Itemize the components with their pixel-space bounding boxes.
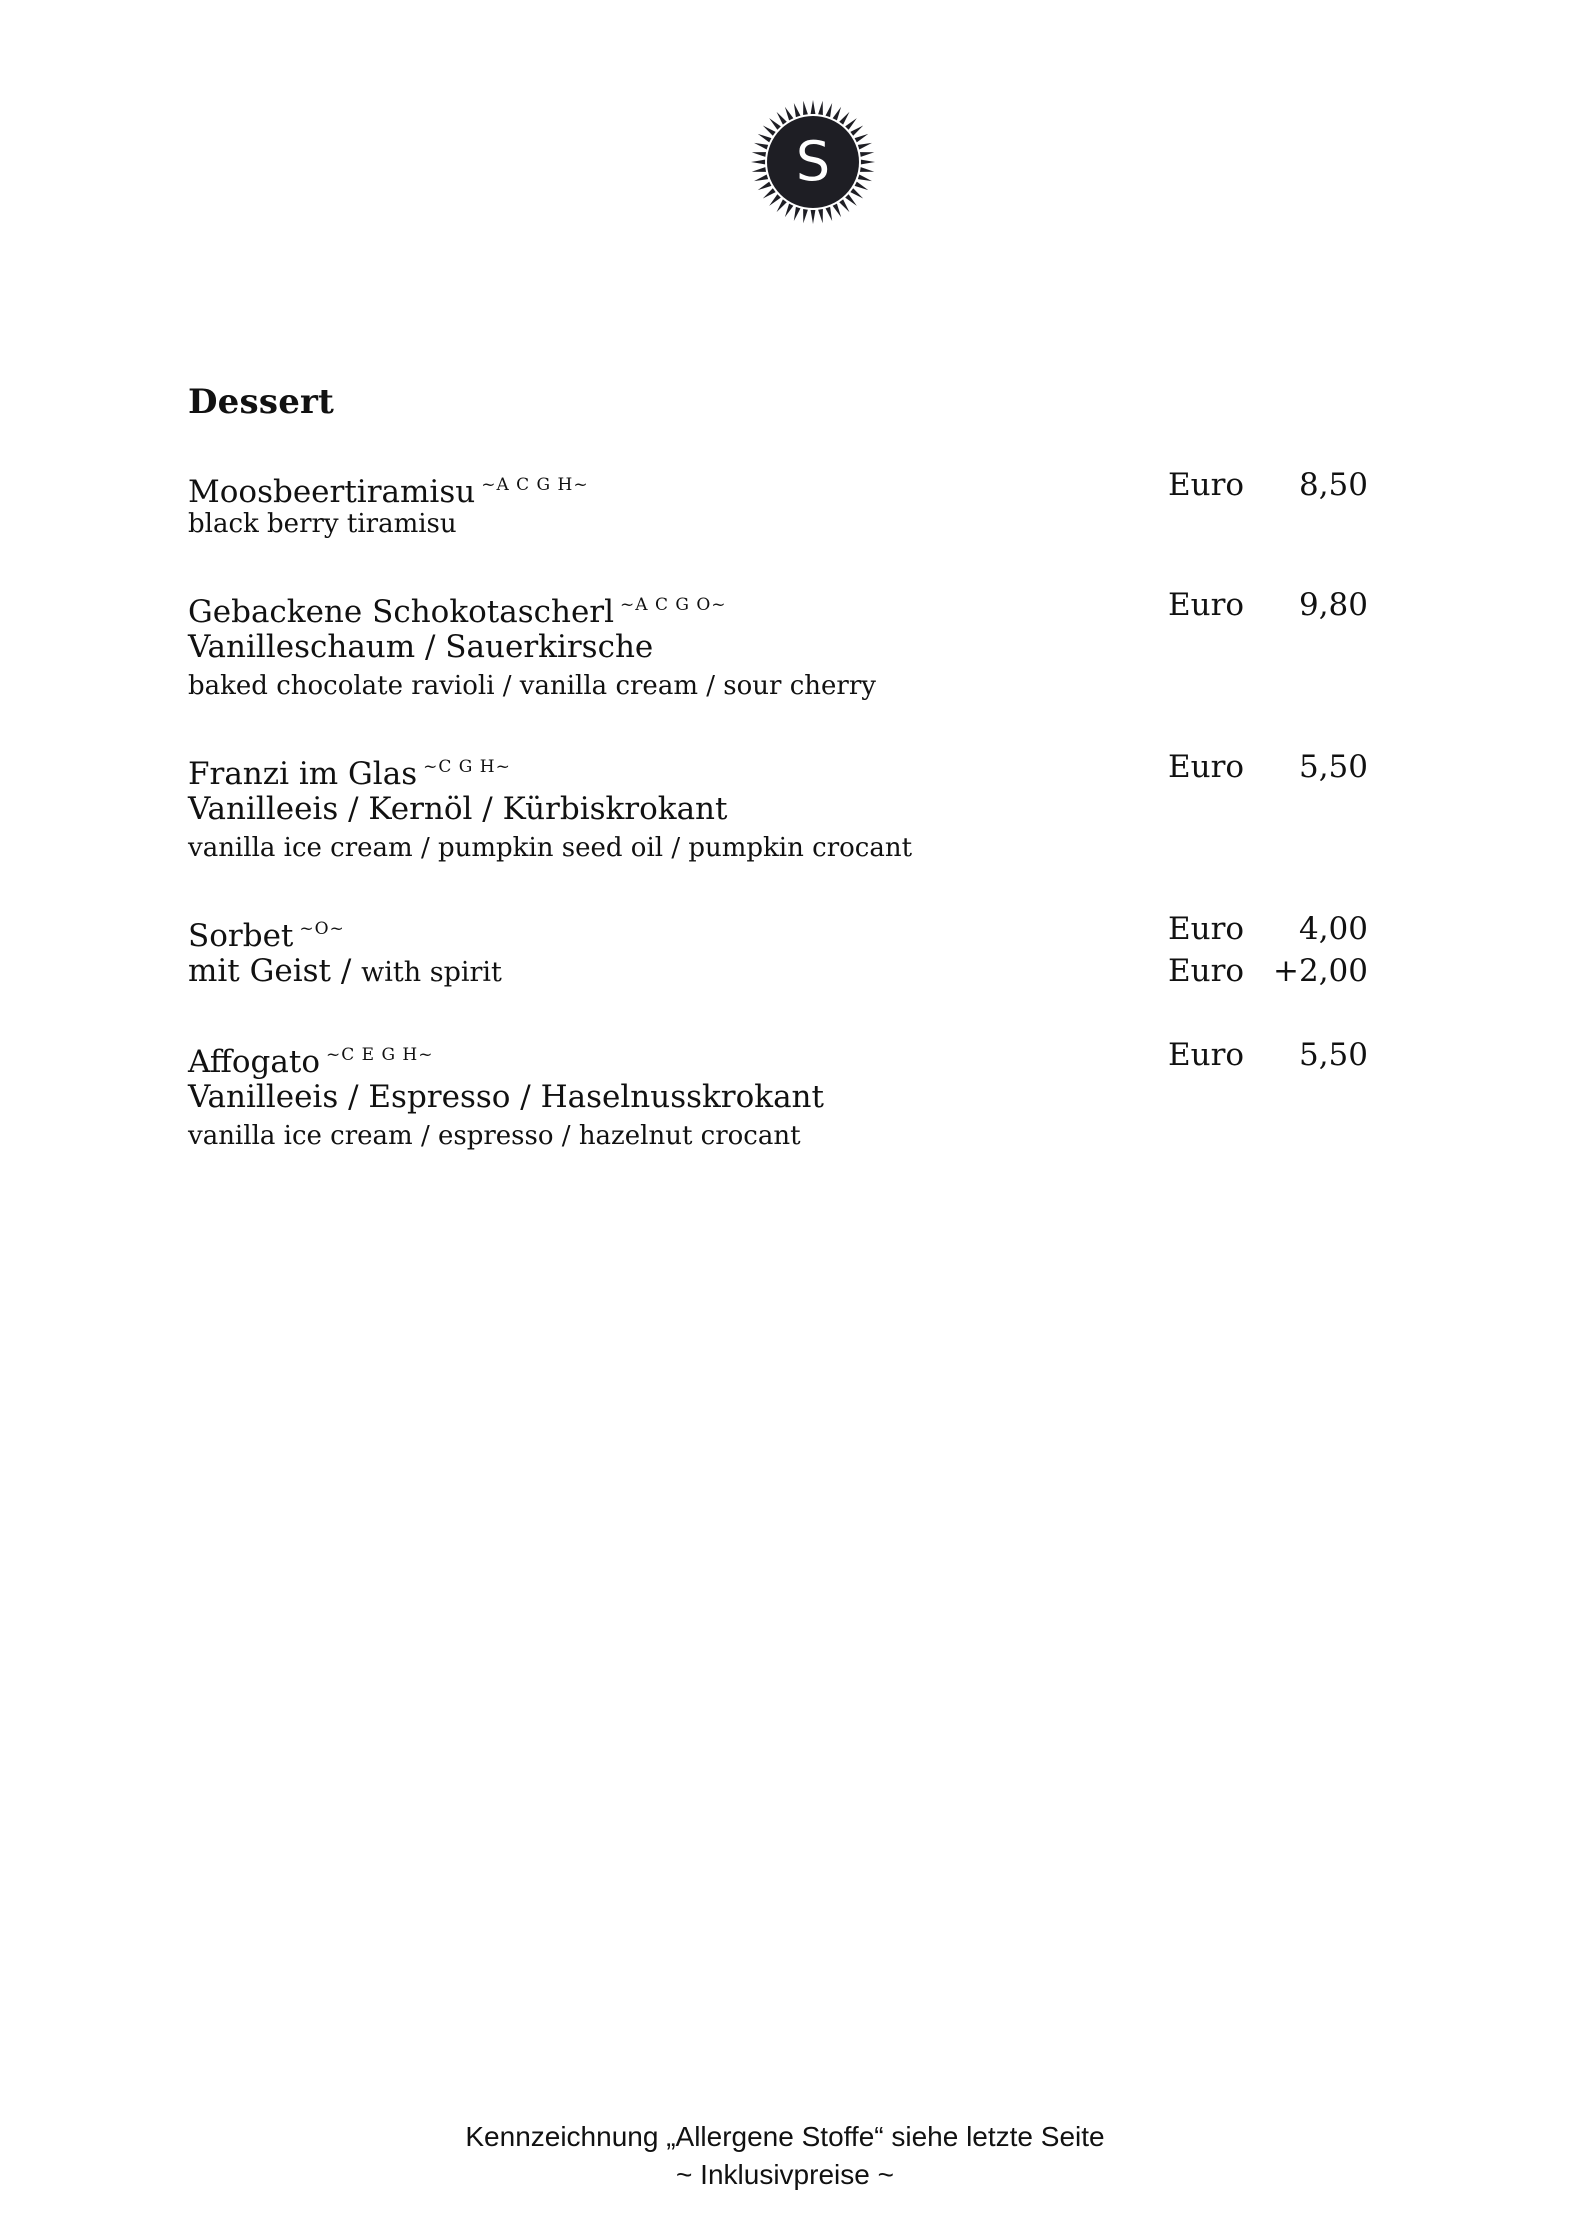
extra-label-english: with spirit (361, 957, 502, 988)
item-header-row (188, 584, 1368, 630)
logo-ray (794, 103, 801, 117)
footer (0, 2118, 1570, 2194)
menu-item-moosbeertiramisu (188, 464, 1368, 542)
german-description: Vanilleeis / Kernöl / Kürbiskrokant (188, 791, 728, 827)
logo-ray (751, 160, 765, 165)
german-description: Vanilleeis / Espresso / Haselnusskrokant (188, 1079, 824, 1115)
logo-ray (818, 101, 823, 115)
menu-item-gebackene-schokotascherl (188, 584, 1368, 704)
logo-ray (845, 118, 857, 130)
logo-ray (845, 194, 857, 206)
sun-s-logo-icon (749, 98, 877, 226)
item-header-row (188, 746, 1368, 792)
logo-ray (754, 143, 768, 150)
price-value: 5,50 (1298, 749, 1368, 785)
price-value: 8,50 (1298, 467, 1368, 503)
logo-ray (777, 112, 787, 125)
logo-ray (763, 188, 776, 198)
english-description: vanilla ice cream / espresso / hazelnut crocant (188, 1121, 801, 1151)
logo-ray (850, 126, 863, 136)
logo-ray (777, 199, 787, 212)
logo-ray (818, 209, 823, 223)
logo-ray (858, 175, 872, 182)
allergen-codes: ~A C G H~ (481, 475, 589, 495)
item-name: Moosbeertiramisu (188, 474, 476, 510)
logo-ray (861, 160, 875, 165)
logo-ray (811, 210, 816, 224)
logo-ray (803, 209, 808, 223)
logo-ray (839, 199, 849, 212)
logo-ray (769, 194, 781, 206)
english-description: black berry tiramisu (188, 509, 457, 539)
english-description: baked chocolate ravioli / vanilla cream / sour cherry (188, 671, 876, 701)
german-description: Vanilleschaum / Sauerkirsche (188, 629, 654, 665)
currency-label: Euro (1168, 587, 1245, 623)
logo-ray (860, 167, 874, 172)
logo-ray (826, 103, 833, 117)
logo-ray (752, 167, 766, 172)
logo-ray (850, 188, 863, 198)
logo-ray (794, 207, 801, 221)
english-description: vanilla ice cream / pumpkin seed oil / pumpkin crocant (188, 833, 913, 863)
logo-ray (811, 100, 816, 114)
logo-ray (752, 152, 766, 157)
allergen-notice: Kennzeichnung „Allergene Stoffe“ siehe letzte Seite (465, 2121, 1105, 2152)
logo-ray (754, 175, 768, 182)
logo-ray (785, 107, 794, 121)
logo-ray (785, 204, 794, 218)
logo-ray (758, 182, 772, 191)
item-header-row (188, 1034, 1368, 1080)
item-header-row (188, 464, 1368, 510)
item-name: Franzi im Glas (188, 756, 418, 792)
logo-letter: S (795, 130, 831, 193)
logo-ray (826, 207, 833, 221)
logo-ray (858, 143, 872, 150)
price-value: 5,50 (1298, 1037, 1368, 1073)
extra-price-value: +2,00 (1273, 953, 1368, 989)
currency-label: Euro (1168, 953, 1245, 989)
logo-ray (769, 118, 781, 130)
allergen-codes: ~A C G O~ (620, 595, 727, 615)
inclusive-prices-note: ~ Inklusivpreise ~ (676, 2159, 894, 2190)
allergen-codes: ~C G H~ (423, 757, 511, 777)
logo-ray (803, 101, 808, 115)
menu-item-franzi-im-glas (188, 746, 1368, 866)
logo-ray (839, 112, 849, 125)
logo-ray (855, 182, 869, 191)
price-value: 9,80 (1298, 587, 1368, 623)
menu-item-sorbet (188, 908, 1368, 992)
item-name: Gebackene Schokotascherl (188, 594, 615, 630)
menu-content (188, 378, 1368, 1196)
item-name: Sorbet (188, 918, 294, 954)
allergen-codes: ~O~ (299, 919, 345, 939)
logo-ray (763, 126, 776, 136)
logo-ray (855, 134, 869, 143)
logo-ray (833, 204, 842, 218)
price-value: 4,00 (1298, 911, 1368, 947)
logo-ray (758, 134, 772, 143)
allergen-codes: ~C E G H~ (325, 1045, 434, 1065)
item-name: Affogato (188, 1044, 320, 1080)
logo-ray (860, 152, 874, 157)
section-title: Dessert (188, 382, 335, 422)
extra-label-german: mit Geist / (188, 953, 352, 989)
currency-label: Euro (1168, 1037, 1245, 1073)
currency-label: Euro (1168, 467, 1245, 503)
logo-ray (833, 107, 842, 121)
item-header-row (188, 908, 1368, 954)
currency-label: Euro (1168, 749, 1245, 785)
menu-item-affogato (188, 1034, 1368, 1154)
item-extra-row (188, 950, 1368, 992)
currency-label: Euro (1168, 911, 1245, 947)
